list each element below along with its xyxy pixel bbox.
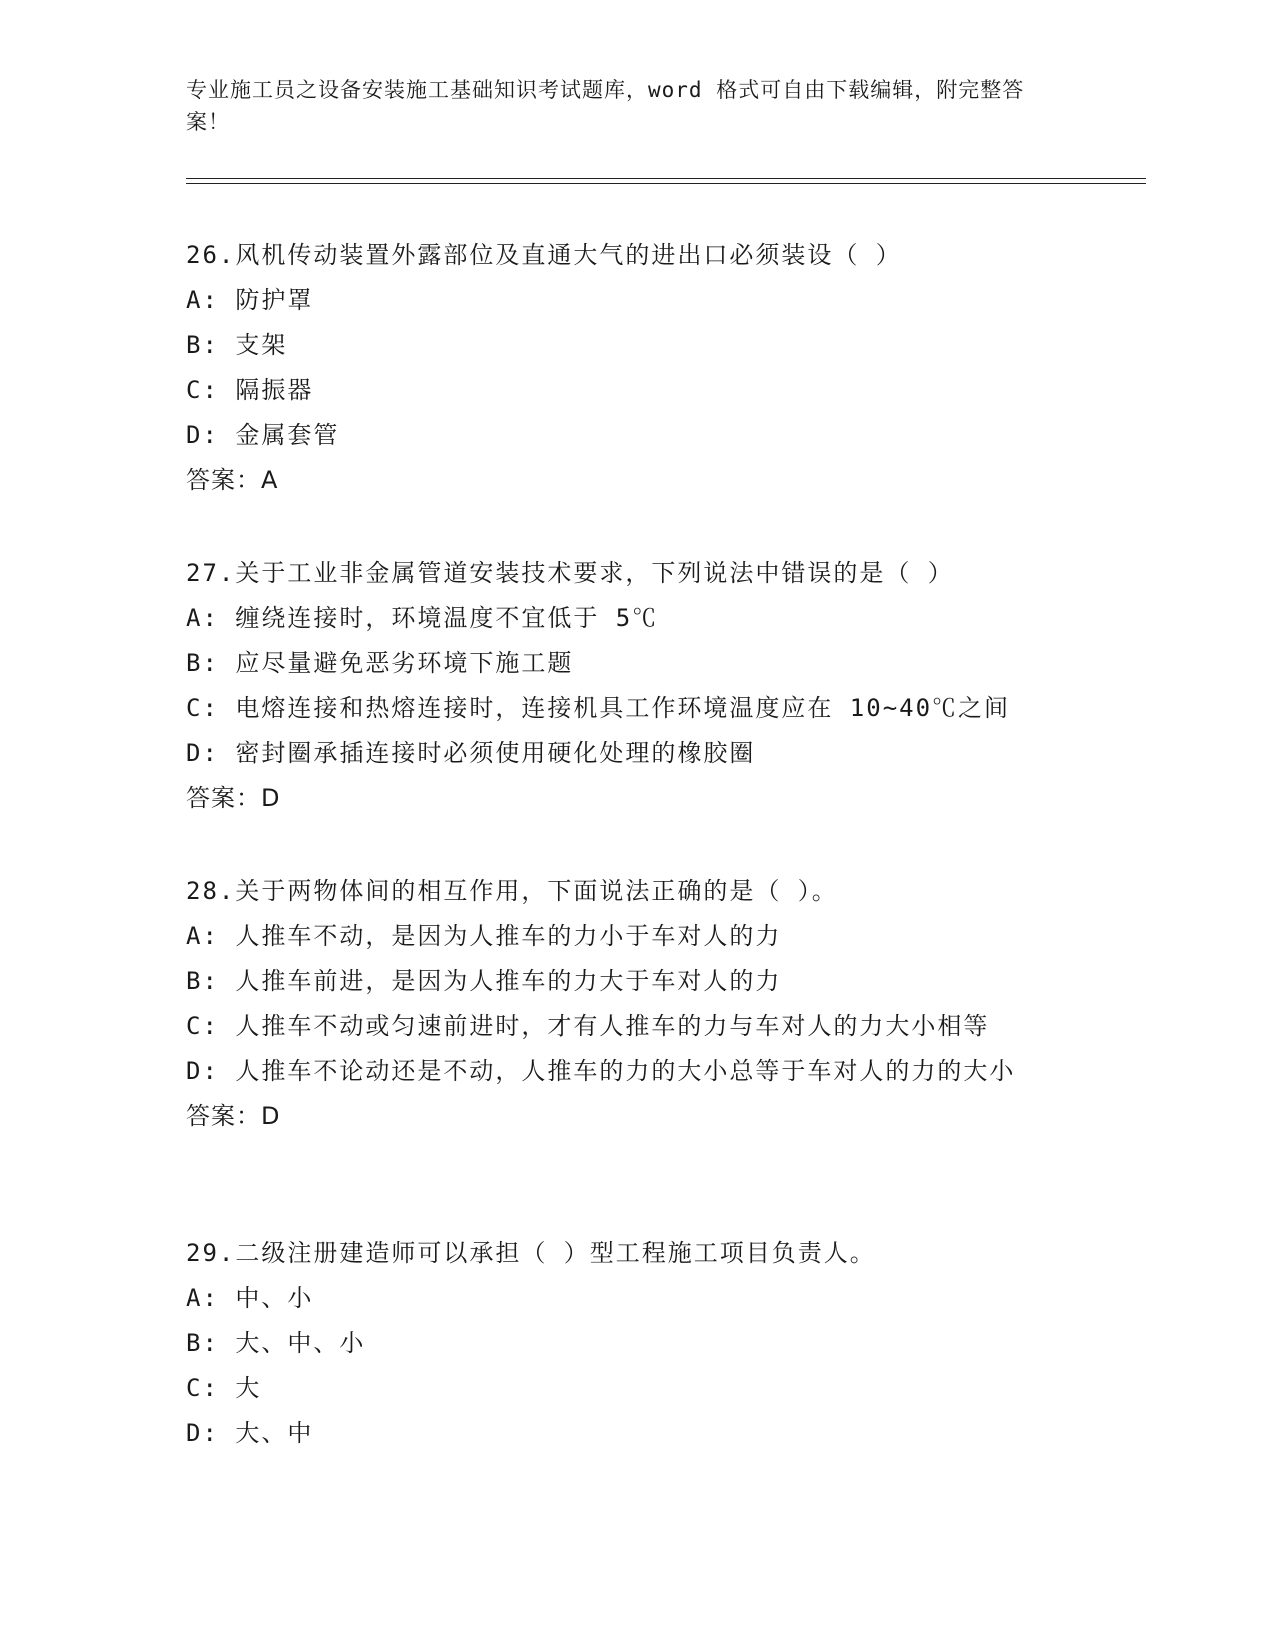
option-a: A: 防护罩: [186, 286, 314, 314]
question-title: 29.二级注册建造师可以承担（ ）型工程施工项目负责人。: [186, 1239, 876, 1267]
option-a: A: 缠绕连接时，环境温度不宜低于 5℃: [186, 604, 659, 632]
option-d: D: 密封圈承插连接时必须使用硬化处理的橡胶圈: [186, 739, 756, 767]
question-title: 26.风机传动装置外露部位及直通大气的进出口必须装设（ ）: [186, 241, 902, 269]
option-d: D: 金属套管: [186, 421, 340, 449]
option-b: B: 支架: [186, 331, 288, 359]
header-divider-top: [186, 178, 1146, 179]
option-a: A: 人推车不动，是因为人推车的力小于车对人的力: [186, 922, 782, 950]
option-c: C: 电熔连接和热熔连接时，连接机具工作环境温度应在 10~40℃之间: [186, 694, 1011, 722]
question-title: 28.关于两物体间的相互作用，下面说法正确的是（ ）。: [186, 877, 838, 905]
question-title: 27.关于工业非金属管道安装技术要求，下列说法中错误的是（ ）: [186, 559, 954, 587]
option-c: C: 隔振器: [186, 376, 314, 404]
document-header: 专业施工员之设备安装施工基础知识考试题库，word 格式可自由下载编辑，附完整答案！: [186, 78, 1025, 134]
answer-label: 答案：A: [186, 466, 279, 494]
option-d: D: 人推车不论动还是不动，人推车的力的大小总等于车对人的力的大小: [186, 1057, 1016, 1085]
option-a: A: 中、小: [186, 1284, 314, 1312]
option-b: B: 应尽量避免恶劣环境下施工题: [186, 649, 574, 677]
question-28: [186, 869, 1066, 1139]
option-b: B: 人推车前进，是因为人推车的力大于车对人的力: [186, 967, 782, 995]
question-29: [186, 1231, 1066, 1456]
option-d: D: 大、中: [186, 1419, 314, 1447]
answer-label: 答案：D: [186, 784, 281, 812]
question-26: [186, 233, 1066, 503]
option-c: C: 人推车不动或匀速前进时，才有人推车的力与车对人的力大小相等: [186, 1012, 990, 1040]
header-divider-bottom: [186, 183, 1146, 184]
answer-label: 答案：D: [186, 1102, 281, 1130]
question-27: [186, 551, 1066, 821]
option-b: B: 大、中、小: [186, 1329, 366, 1357]
option-c: C: 大: [186, 1374, 262, 1402]
